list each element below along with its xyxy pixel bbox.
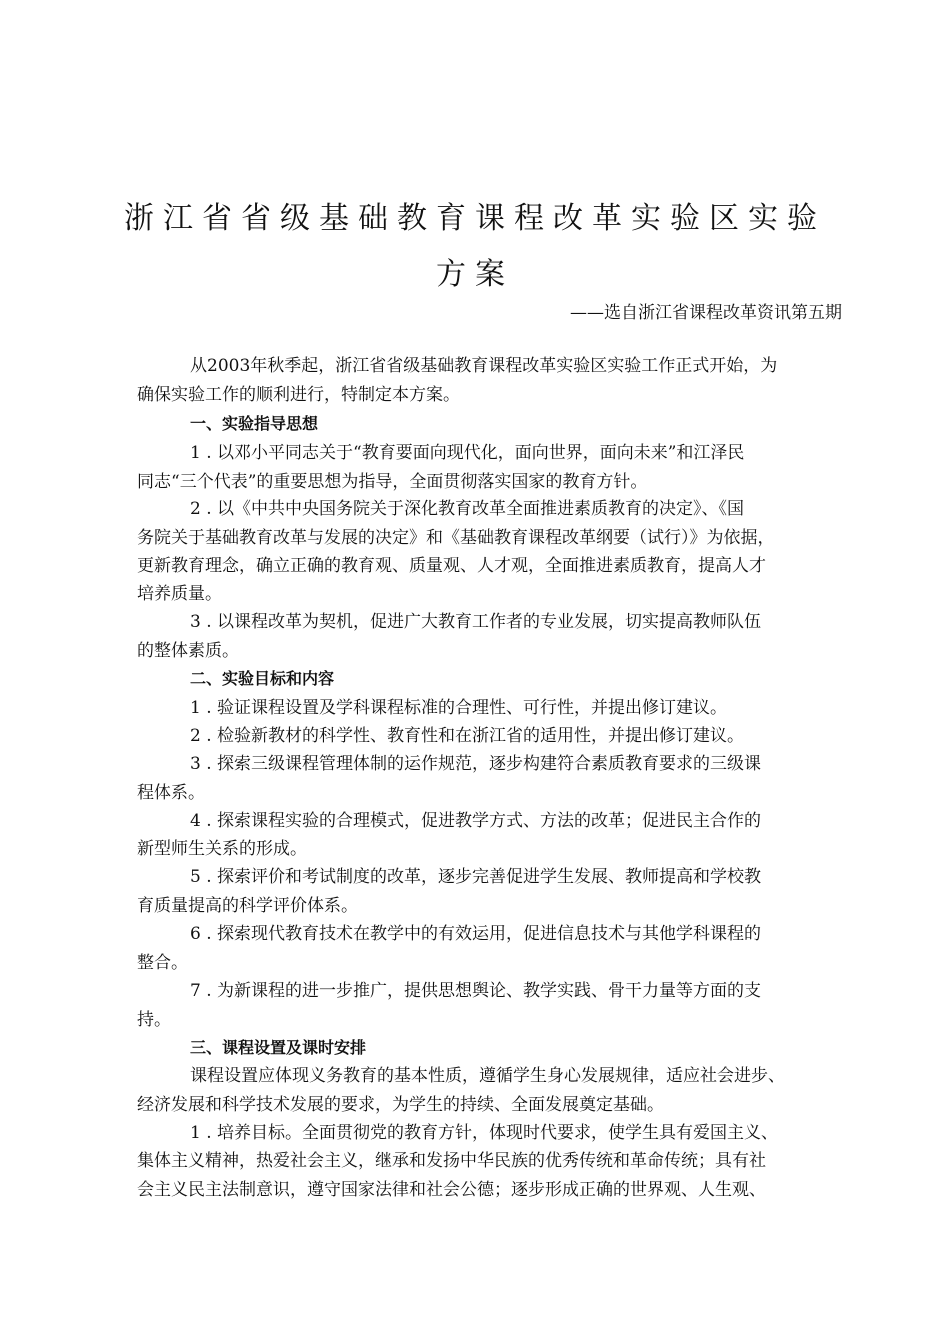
paragraph-line: 6 . 探索现代教育技术在教学中的有效运用，促进信息技术与其他学科课程的 (190, 924, 762, 944)
paragraph-line: 培养质量。 (137, 584, 222, 604)
paragraph-line: 育质量提高的科学评价体系。 (137, 896, 358, 916)
paragraph-line: 程体系。 (137, 783, 205, 803)
paragraph-line: 3 . 探索三级课程管理体制的运作规范，逐步构建符合素质教育要求的三级课 (190, 754, 762, 774)
paragraph-line: 4 . 探索课程实验的合理模式，促进教学方式、方法的改革；促进民主合作的 (190, 811, 762, 831)
paragraph-line: 经济发展和科学技术发展的要求，为学生的持续、全面发展奠定基础。 (137, 1095, 664, 1115)
document-title-line-1: 浙江省省级基础教育课程改革实验区实验 (124, 201, 826, 236)
paragraph-line: 课程设置应体现义务教育的基本性质，遵循学生身心发展规律，适应社会进步、 (190, 1066, 785, 1086)
paragraph-line: 1 . 以邓小平同志关于“教育要面向现代化，面向世界，面向未来”和江泽民 (190, 443, 745, 463)
paragraph-line: 7 . 为新课程的进一步推广，提供思想舆论、教学实践、骨干力量等方面的支 (190, 981, 762, 1001)
paragraph-line: 集体主义精神，热爱社会主义，继承和发扬中华民族的优秀传统和革命传统；具有社 (137, 1151, 766, 1171)
section-heading: 二、实验目标和内容 (190, 669, 335, 688)
paragraph-line: 的整体素质。 (137, 641, 239, 661)
paragraph-line: 持。 (137, 1010, 171, 1030)
document-source: ——选自浙江省课程改革资讯第五期 (570, 303, 842, 323)
section-heading: 三、课程设置及课时安排 (190, 1038, 367, 1057)
section-heading: 一、实验指导思想 (190, 414, 319, 433)
paragraph-line: 新型师生关系的形成。 (137, 839, 307, 859)
paragraph-line: 从2003年秋季起，浙江省省级基础教育课程改革实验区实验工作正式开始，为 (190, 356, 778, 376)
paragraph-line: 1 . 培养目标。全面贯彻党的教育方针，体现时代要求，使学生具有爱国主义、 (190, 1123, 779, 1143)
paragraph-line: 2 . 以《中共中央国务院关于深化教育改革全面推进素质教育的决定》、《国 (190, 499, 745, 519)
paragraph-line: 更新教育理念，确立正确的教育观、质量观、人才观，全面推进素质教育，提高人才 (137, 556, 766, 576)
paragraph-line: 1 . 验证课程设置及学科课程标准的合理性、可行性，并提出修订建议。 (190, 698, 728, 718)
paragraph-line: 整合。 (137, 953, 188, 973)
document-title-line-2: 方案 (436, 257, 514, 292)
paragraph-line: 2 . 检验新教材的科学性、教育性和在浙江省的适用性，并提出修订建议。 (190, 726, 745, 746)
paragraph-line: 3 . 以课程改革为契机，促进广大教育工作者的专业发展，切实提高教师队伍 (190, 612, 762, 632)
paragraph-line: 会主义民主法制意识，遵守国家法律和社会公德；逐步形成正确的世界观、人生观、 (137, 1180, 766, 1200)
paragraph-line: 5 . 探索评价和考试制度的改革，逐步完善促进学生发展、教师提高和学校教 (190, 867, 762, 887)
paragraph-line: 确保实验工作的顺利进行，特制定本方案。 (137, 385, 460, 405)
paragraph-line: 同志“三个代表”的重要思想为指导，全面贯彻落实国家的教育方针。 (137, 472, 648, 492)
paragraph-line: 务院关于基础教育改革与发展的决定》和《基础教育课程改革纲要（试行）》为依据， (137, 528, 775, 548)
